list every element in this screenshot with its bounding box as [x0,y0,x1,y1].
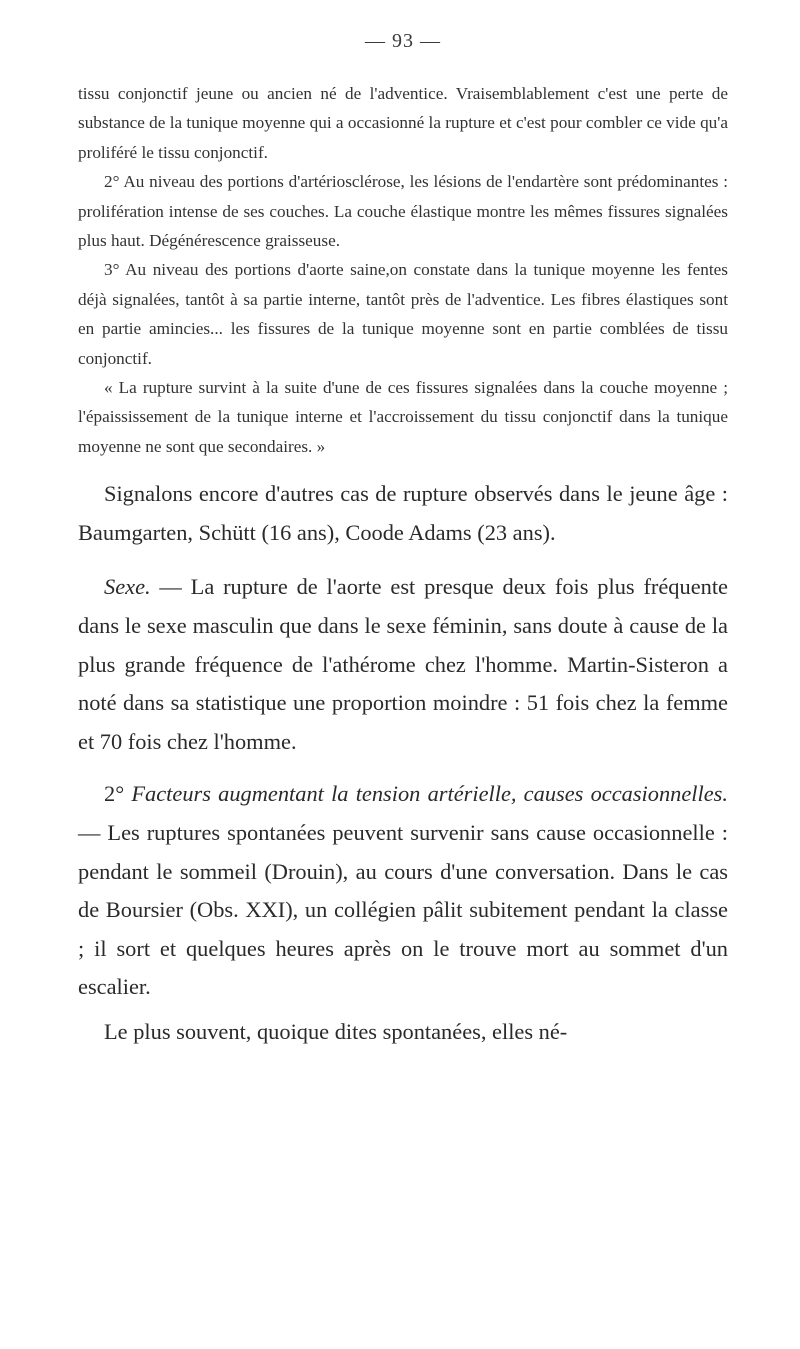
paragraph-continuation: Le plus souvent, quoique dites spontanées, elles né- [104,1019,568,1044]
main-text [78,475,728,1051]
document-page [78,0,728,1052]
sex-heading: Sexe. [104,574,151,600]
quote-paragraph-1: tissu conjonctif jeune ou ancien né de l'adventice. Vraisemblablement c'est une perte de substance de la tunique moyenne qui a occasionné la rupture et c'est pour combler ce vide qu'a proliféré le tissu conjonctif. [78,84,728,162]
paragraph-young-age-cases: Signalons encore d'autres cas de rupture observés dans le jeune âge : Baumgarten, Schütt (16 ans), Coode Adams (23 ans). [78,481,728,545]
quote-paragraph-3: 3° Au niveau des portions d'aorte saine,on constate dans la tunique moyenne les fentes déjà signalées, tantôt à sa partie interne, tantôt près de l'adventice. Les fibres élastiques sont en partie amincies... les fissures de la tunique moyenne sont en partie comblées de tissu conjonctif. [78,260,728,368]
page-number: — 93 — [365,30,441,52]
factors-heading: Facteurs augmentant la tension artérielle, causes occasionnelles. [131,781,728,807]
quote-paragraph-2: 2° Au niveau des portions d'artériosclérose, les lésions de l'endartère sont prédominantes : prolifération intense de ses couches. La couche élastique montre les mêmes fissures signalées plus haut. Dégénérescence graisseuse. [78,172,728,251]
factors-text: — Les ruptures spontanées peuvent survenir sans cause occasionnelle : pendant le sommeil (Drouin), au cours d'une conversation. Dans le cas de Boursier (Obs. XXI), un collégien pâlit subitement pendant la classe ; il sort et quelques heures après on le trouve mort au sommet d'un escalier. [78,820,728,1000]
paragraph-factors [78,775,728,1007]
sex-text: — La rupture de l'aorte est presque deux fois plus fréquente dans le sexe masculin que dans le sexe féminin, sans doute à cause de la plus grande fréquence de l'athérome chez l'homme. Martin-Sisteron a noté dans sa statistique une proportion moindre : 51 fois chez la femme et 70 fois chez l'homme. [78,574,728,754]
quoted-observation [78,79,728,461]
factors-number: 2° [104,781,132,807]
paragraph-sex [78,568,728,761]
quote-paragraph-4: « La rupture survint à la suite d'une de ces fissures signalées dans la couche moyenne ; l'épaississement de la tunique interne et l'accroissement du tissu conjonctif dans la tunique moyenne ne sont que secondaires. » [78,378,728,456]
